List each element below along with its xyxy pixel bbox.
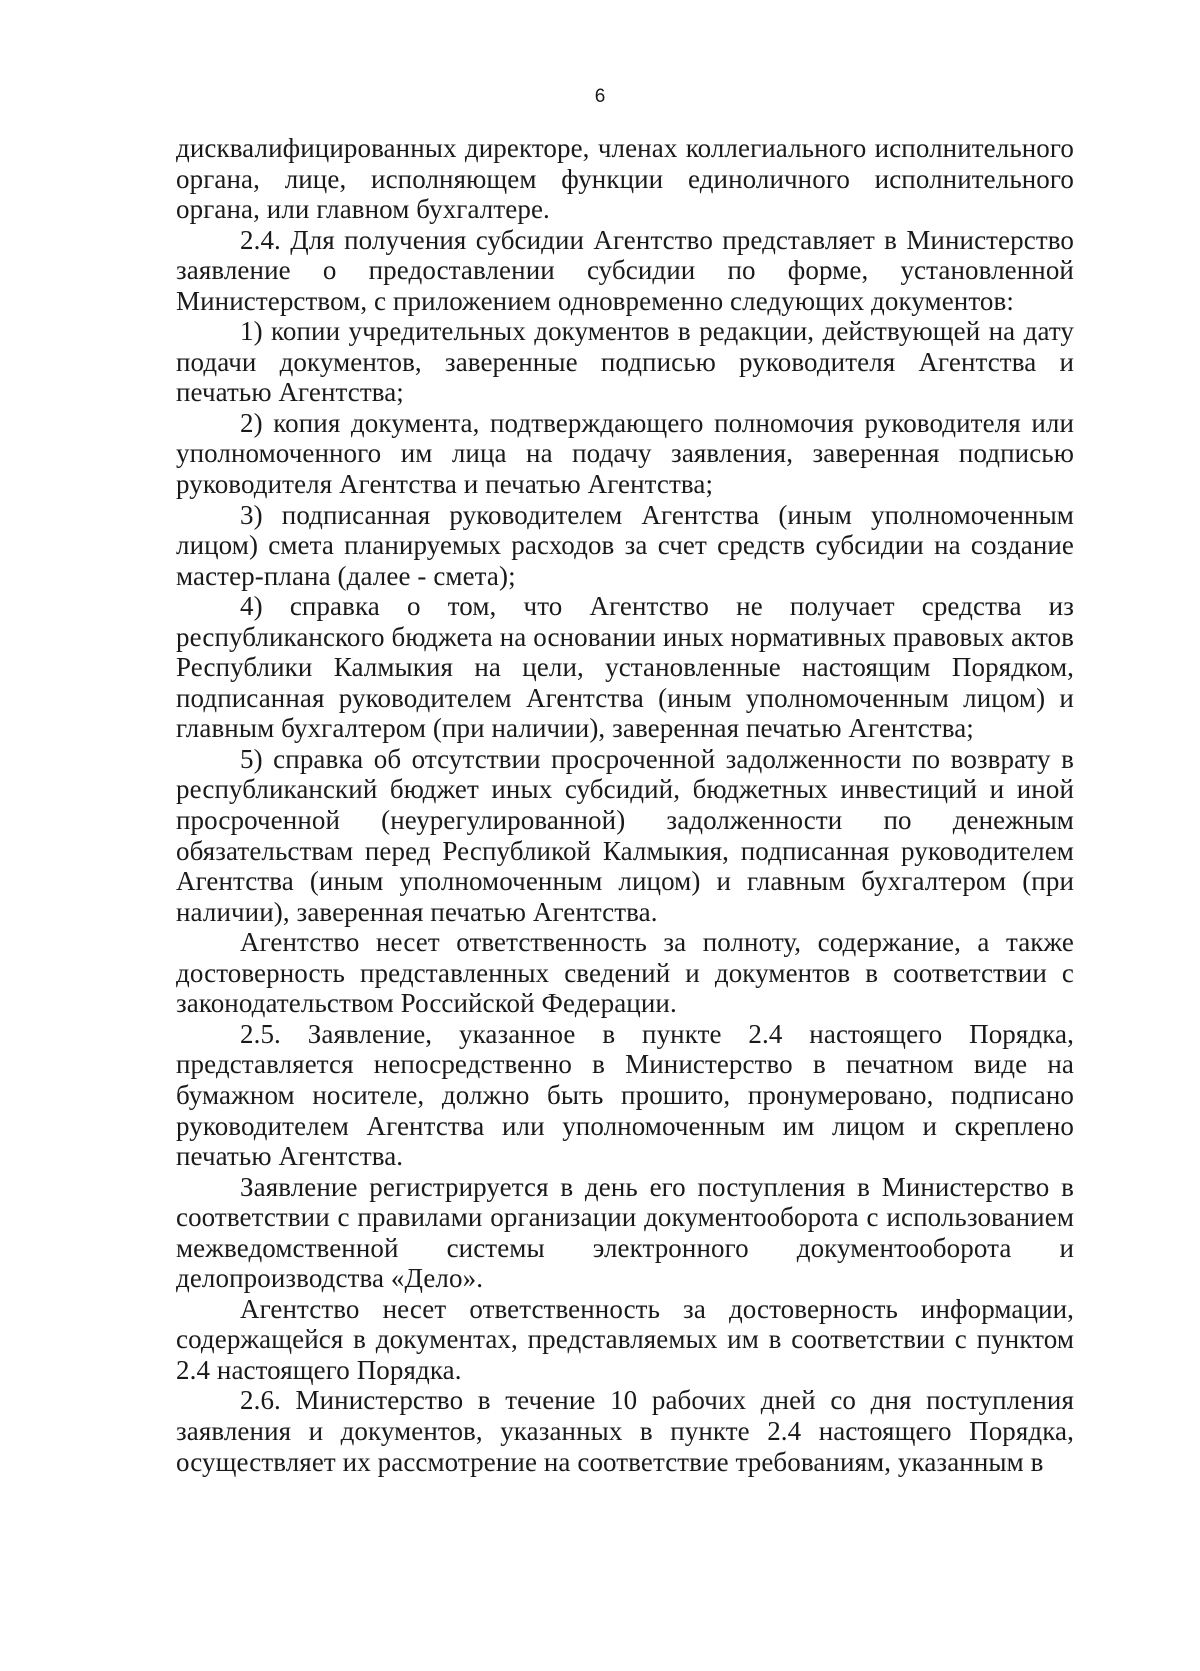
page-number: 6 <box>594 86 606 107</box>
paragraph-clause-2-4: 2.4. Для получения субсидии Агентство представляет в Министерство заявление о предоставлении субсидии по форме, установленной Министерством, с приложением одновременно следующих документов: <box>176 224 1074 316</box>
paragraph-clause-2-5: 2.5. Заявление, указанное в пункте 2.4 настоящего Порядка, представляется непосредственно в Министерство в печатном виде на бумажном носителе, должно быть прошито, пронумеровано, подписано руководителем Агентства или уполномоченным им лицом и скреплено печатью Агентства. <box>176 1018 1074 1172</box>
paragraph-clause-2-6: 2.6. Министерство в течение 10 рабочих дней со дня поступления заявления и документов, указанных в пункте 2.4 настоящего Порядка, осуществляет их рассмотрение на соответствие требованиям, указанным в <box>176 1385 1074 1477</box>
paragraph-reliability: Агентство несет ответственность за достоверность информации, содержащейся в документах, представляемых им в соответствии с пунктом 2.4 настоящего Порядка. <box>176 1293 1074 1385</box>
list-item-3: 3) подписанная руководителем Агентства (иным уполномоченным лицом) смета планируемых расходов за счет средств субсидии на создание мастер-плана (далее - смета); <box>176 499 1074 591</box>
paragraph-registration: Заявление регистрируется в день его поступления в Министерство в соответствии с правилами организации документооборота с использованием межведомственной системы электронного документооборота и делопроизводства «Дело». <box>176 1171 1074 1294</box>
paragraph-continuation: дисквалифицированных директоре, членах коллегиального исполнительного органа, лице, исполняющем функции единоличного исполнительного органа, или главном бухгалтере. <box>176 133 1074 225</box>
paragraph-responsibility: Агентство несет ответственность за полноту, содержание, а также достоверность представленных сведений и документов в соответствии с законодательством Российской Федерации. <box>176 927 1074 1019</box>
list-item-5: 5) справка об отсутствии просроченной задолженности по возврату в республиканский бюджет иных субсидий, бюджетных инвестиций и иной просроченной (неурегулированной) задолженности по денежным обязательствам перед Республикой Калмыкия, подписанная руководителем Агентства (иным уполномоченным лицом) и главным бухгалтером (при наличии), заверенная печатью Агентства. <box>176 743 1074 927</box>
document-body <box>176 133 1074 1477</box>
list-item-1: 1) копии учредительных документов в редакции, действующей на дату подачи документов, заверенные подписью руководителя Агентства и печатью Агентства; <box>176 316 1074 408</box>
list-item-4: 4) справка о том, что Агентство не получает средства из республиканского бюджета на основании иных нормативных правовых актов Республики Калмыкия на цели, установленные настоящим Порядком, подписанная руководителем Агентства (иным уполномоченным лицом) и главным бухгалтером (при наличии), заверенная печатью Агентства; <box>176 591 1074 744</box>
list-item-2: 2) копия документа, подтверждающего полномочия руководителя или уполномоченного им лица на подачу заявления, заверенная подписью руководителя Агентства и печатью Агентства; <box>176 407 1074 500</box>
